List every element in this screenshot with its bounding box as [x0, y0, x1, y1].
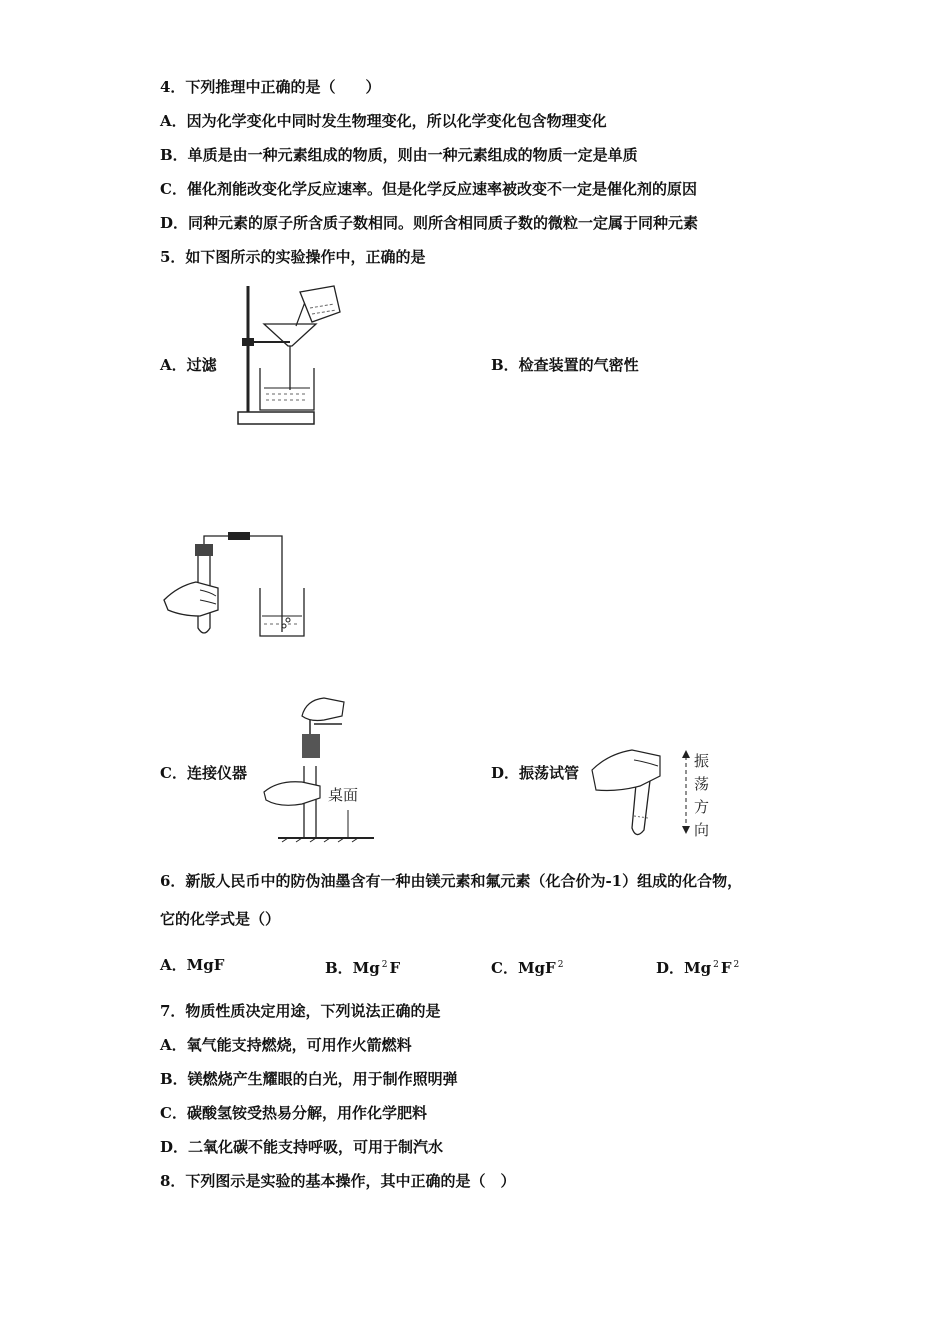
q5-option-d: D．振荡试管 — [491, 764, 580, 782]
connect-apparatus-figure — [262, 694, 382, 844]
direction-char-3: 方 — [694, 798, 710, 816]
q4-option-b: B．单质是由一种元素组成的物质，则由一种元素组成的物质一定是单质 — [160, 146, 638, 164]
q5-option-a: A．过滤 — [160, 356, 217, 374]
airtightness-figure — [160, 530, 310, 642]
q7-option-b: B．镁燃烧产生耀眼的白光，用于制作照明弹 — [160, 1070, 458, 1088]
q5-option-b: B．检查装置的气密性 — [491, 356, 639, 374]
desk-label: 桌面 — [328, 786, 359, 804]
q4-option-c: C．催化剂能改变化学反应速率。但是化学反应速率被改变不一定是催化剂的原因 — [160, 180, 697, 198]
q6-c-subscript: 2 — [557, 960, 564, 970]
q6-d-subscript-1: 2 — [713, 960, 719, 970]
q6-d-prefix: D．Mg — [656, 959, 712, 977]
q6-stem-line1: 6．新版人民币中的防伪油墨含有一种由镁元素和氟元素（化合价为-1）组成的化合物， — [160, 872, 743, 890]
q4-option-d: D．同种元素的原子所含质子数相同。则所含相同质子数的微粒一定属于同种元素 — [160, 214, 699, 232]
q6-option-a: A．MgF — [160, 956, 225, 974]
q6-option-b — [325, 955, 400, 978]
direction-char-1: 振 — [694, 752, 710, 770]
q6-b-prefix: B．Mg — [325, 959, 380, 977]
q6-option-d — [656, 955, 741, 978]
q6-b-subscript: 2 — [381, 960, 388, 970]
q7-option-c: C．碳酸氢铵受热易分解，用作化学肥料 — [160, 1104, 427, 1122]
shake-tube-figure — [588, 746, 716, 844]
q5-option-c: C．连接仪器 — [160, 764, 247, 782]
q6-d-mid: F — [720, 959, 732, 977]
filtration-figure — [234, 282, 346, 430]
direction-char-2: 荡 — [694, 775, 710, 793]
q6-option-c — [491, 955, 565, 978]
q5-stem: 5．如下图所示的实验操作中，正确的是 — [160, 248, 426, 266]
q6-c-prefix: C．MgF — [491, 959, 556, 977]
q6-stem-line2: 它的化学式是（） — [160, 910, 281, 928]
q4-option-a: A．因为化学变化中同时发生物理变化，所以化学变化包含物理变化 — [160, 112, 607, 130]
q7-option-d: D．二氧化碳不能支持呼吸，可用于制汽水 — [160, 1138, 444, 1156]
q4-stem: 4．下列推理中正确的是（ ） — [160, 78, 381, 96]
q6-d-subscript-2: 2 — [733, 960, 740, 970]
q6-b-suffix: F — [389, 959, 401, 977]
direction-char-4: 向 — [694, 821, 710, 839]
q8-stem: 8．下列图示是实验的基本操作，其中正确的是（ ） — [160, 1172, 516, 1190]
q7-stem: 7．物质性质决定用途，下列说法正确的是 — [160, 1002, 441, 1020]
q7-option-a: A．氧气能支持燃烧，可用作火箭燃料 — [160, 1036, 412, 1054]
